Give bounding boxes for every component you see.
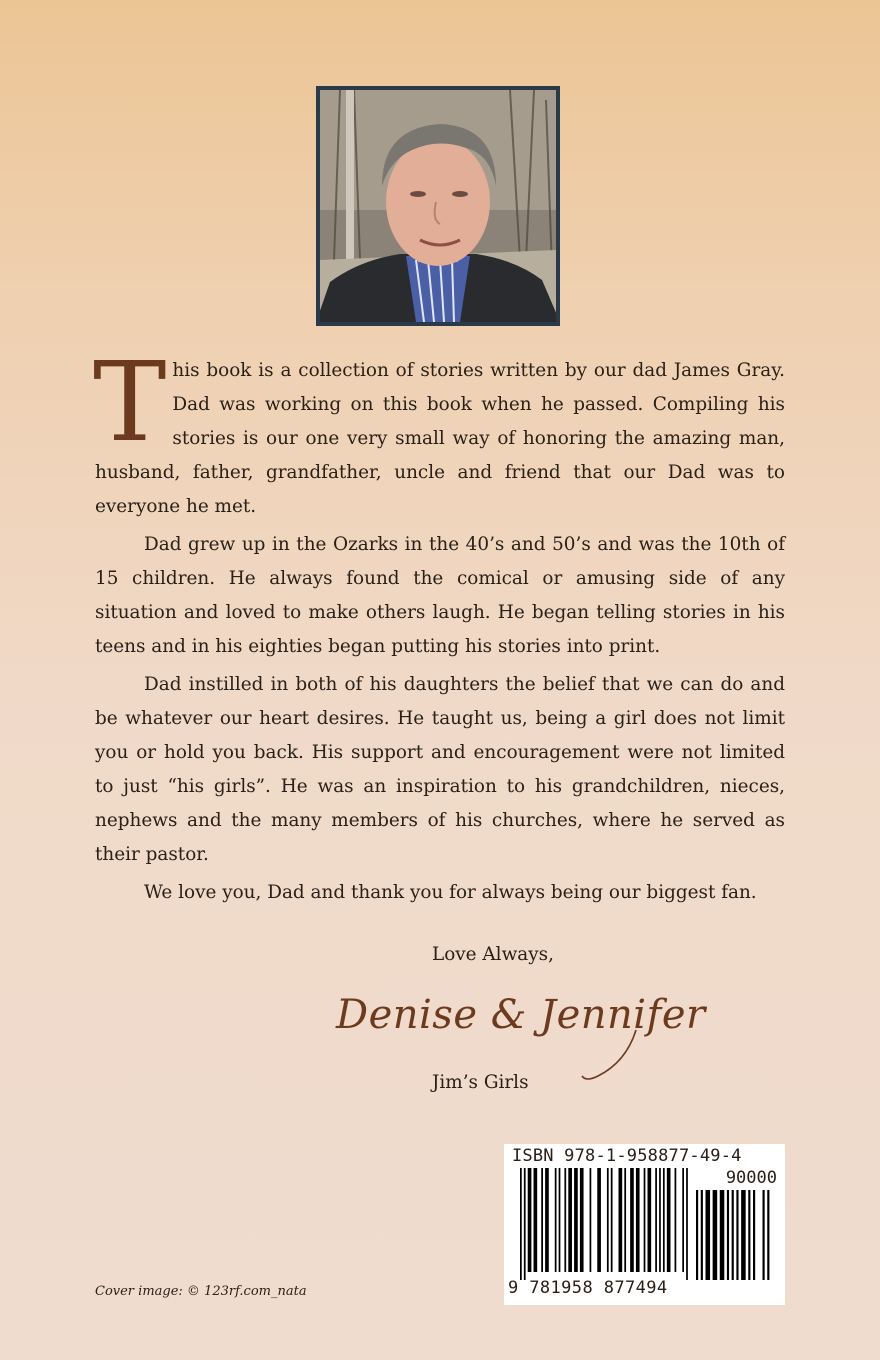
barcode-bar [524, 1168, 526, 1280]
barcode-bar [713, 1190, 718, 1280]
paragraph-1 [93, 338, 785, 524]
barcode-bar [727, 1190, 729, 1280]
barcode-bar [528, 1168, 532, 1272]
barcode-bar [732, 1190, 734, 1280]
isbn-barcode [504, 1144, 785, 1305]
barcode-bar [682, 1168, 684, 1272]
barcode-bar [648, 1168, 652, 1272]
paragraph-4: We love you, Dad and thank you for always being our biggest fan. [144, 882, 757, 903]
barcode-bar [696, 1190, 698, 1280]
barcode-bar [568, 1168, 572, 1272]
barcode-bar [763, 1190, 765, 1280]
barcode-bar [555, 1168, 557, 1272]
addon-barcode-bars [696, 1190, 776, 1280]
barcode-bar [675, 1168, 677, 1272]
ean-barcode-bars [520, 1168, 692, 1280]
barcode-bar [630, 1168, 634, 1272]
barcode-bar [541, 1168, 543, 1272]
barcode-bar [736, 1190, 738, 1280]
barcode-bar [559, 1168, 561, 1272]
author-portrait-image [320, 90, 556, 322]
barcode-bar [611, 1168, 613, 1272]
barcode-bar [655, 1168, 657, 1272]
drop-cap: T [93, 338, 167, 466]
barcode-bar [720, 1190, 725, 1280]
barcode-bar [520, 1168, 522, 1280]
cover-credit: Cover image: © 123rf.com_nata [95, 1284, 307, 1299]
sign-off: Jim’s Girls [432, 1072, 529, 1093]
barcode-bar [574, 1168, 578, 1272]
barcode-bar [607, 1168, 609, 1272]
signature-text: Denise & Jennifer [336, 992, 706, 1038]
ean-digits: 9 781958 877494 [508, 1278, 668, 1298]
author-photo [316, 86, 560, 326]
paragraph-3: Dad instilled in both of his daughters the belief that we can do and be whatever our heart desires. He taught us, being a girl does not limit you or hold you back. His support and encouragement were not limited to just “his girls”. He was an inspiration to his grandchildren, nieces, nephews and the many members of his churches, where he served as their pastor. [95, 674, 785, 865]
closing-line: Love Always, [432, 944, 554, 965]
barcode-bar [636, 1168, 640, 1272]
paragraph-1-text: his book is a collection of stories written by our dad James Gray. Dad was working on this book when he passed. Compiling his stories is our one very small way of honoring the amazing man, husband, father, grandfather, uncle and friend that our Dad was to everyone he met. [95, 360, 785, 517]
barcode-bar [667, 1168, 671, 1272]
barcode-bar [534, 1168, 538, 1272]
barcode-bar [624, 1168, 626, 1272]
barcode-bar [619, 1168, 623, 1272]
back-cover-blurb [93, 338, 785, 910]
barcode-bar [701, 1190, 703, 1280]
price-code: 90000 [725, 1168, 777, 1188]
signature [336, 992, 716, 1072]
paragraph-2: Dad grew up in the Ozarks in the 40’s and 50’s and was the 10th of 15 children. He always found the comical or amusing side of any situation and loved to make others laugh. He began telling stories in his teens and in his eighties began putting his stories into print. [95, 534, 785, 657]
barcode-bar [686, 1168, 688, 1280]
barcode-bar [659, 1168, 661, 1272]
barcode-bar [644, 1168, 646, 1272]
barcode-bar [564, 1168, 566, 1272]
barcode-bar [590, 1168, 592, 1272]
barcode-bar [741, 1190, 746, 1280]
barcode-bar [545, 1168, 549, 1272]
barcode-bar [753, 1190, 755, 1280]
barcode-bar [767, 1190, 769, 1280]
isbn-label: ISBN 978-1-958877-49-4 [512, 1146, 742, 1166]
barcode-bar [748, 1190, 750, 1280]
barcode-bar [597, 1168, 601, 1272]
barcode-bar [580, 1168, 584, 1272]
barcode-bar [663, 1168, 665, 1272]
barcode-bar [706, 1190, 711, 1280]
